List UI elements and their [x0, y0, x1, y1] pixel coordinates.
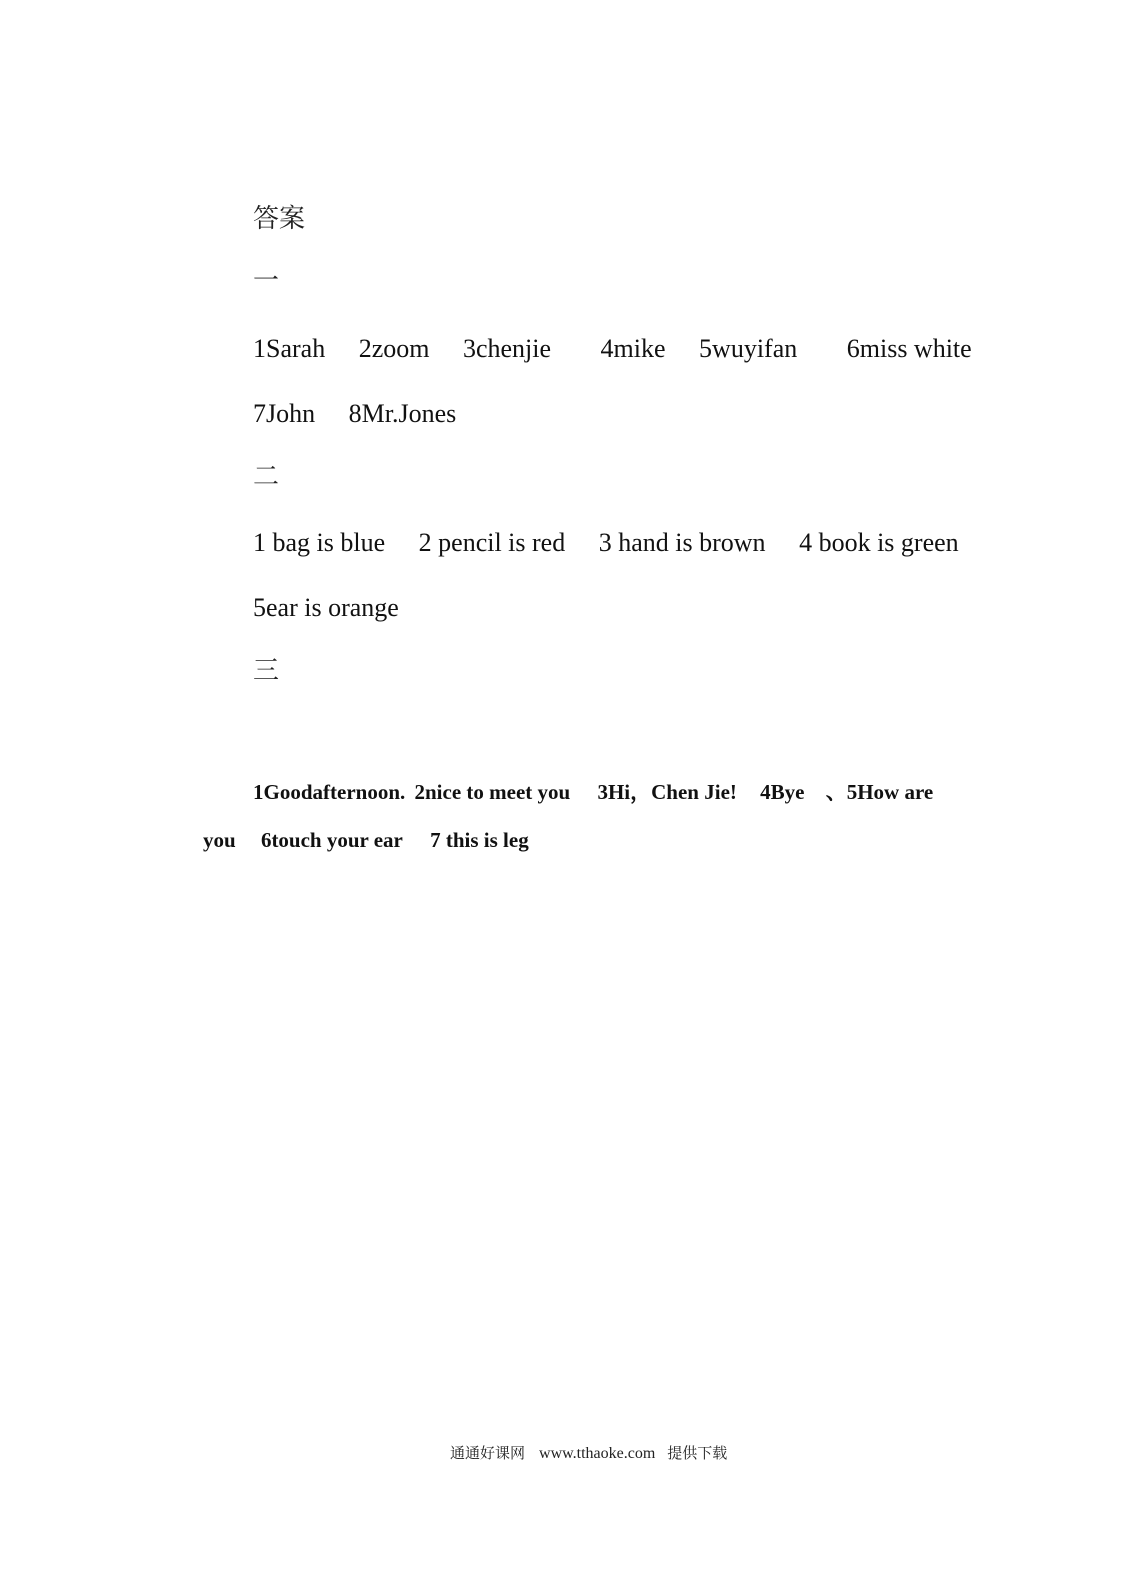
page-footer: [450, 1446, 727, 1462]
section-heading-1: 一: [253, 266, 280, 296]
section3-answers-line2: [203, 830, 529, 851]
footer-site-name: 通通好课网: [450, 1444, 526, 1462]
section3-answers-line1: [253, 782, 933, 803]
section1-answers-line1: [253, 336, 972, 362]
answer-item: you: [203, 828, 236, 852]
answer-item: 7John: [253, 399, 316, 428]
answer-item: 1Sarah: [253, 334, 326, 363]
answer-item: 2nice to meet you: [414, 780, 571, 804]
answer-item: 7 this is leg: [430, 828, 529, 852]
answer-title: 答案: [253, 204, 306, 234]
section2-answers-line2: [253, 595, 399, 621]
answer-item: 5ear is orange: [253, 593, 399, 622]
answer-item: 3chenjie: [462, 334, 552, 363]
section-heading-2: 二: [253, 462, 280, 492]
answer-item: 1 bag is blue: [253, 528, 386, 557]
answer-item: 1Goodafternoon.: [253, 780, 406, 804]
answer-item: 2 pencil is red: [418, 528, 566, 557]
answer-item: 3 hand is brown: [598, 528, 766, 557]
answer-item: 4mike: [600, 334, 666, 363]
answer-item: 5wuyifan: [699, 334, 798, 363]
section2-answers-line1: [253, 530, 959, 556]
answer-item: 、5How are: [825, 780, 934, 804]
section1-answers-line2: [253, 401, 456, 427]
answer-item: 8Mr.Jones: [348, 399, 457, 428]
answer-item: 3Hi，Chen Jie!: [597, 780, 737, 804]
answer-item: 4 book is green: [799, 528, 959, 557]
answer-item: 6miss white: [846, 334, 972, 363]
footer-url: www.tthaoke.com: [539, 1445, 656, 1462]
answer-item: 2zoom: [358, 334, 430, 363]
answer-item: 4Bye: [760, 780, 805, 804]
footer-download-text: 提供下载: [667, 1444, 728, 1462]
section-heading-3: 三: [253, 656, 280, 686]
answer-item: 6touch your ear: [260, 828, 403, 852]
